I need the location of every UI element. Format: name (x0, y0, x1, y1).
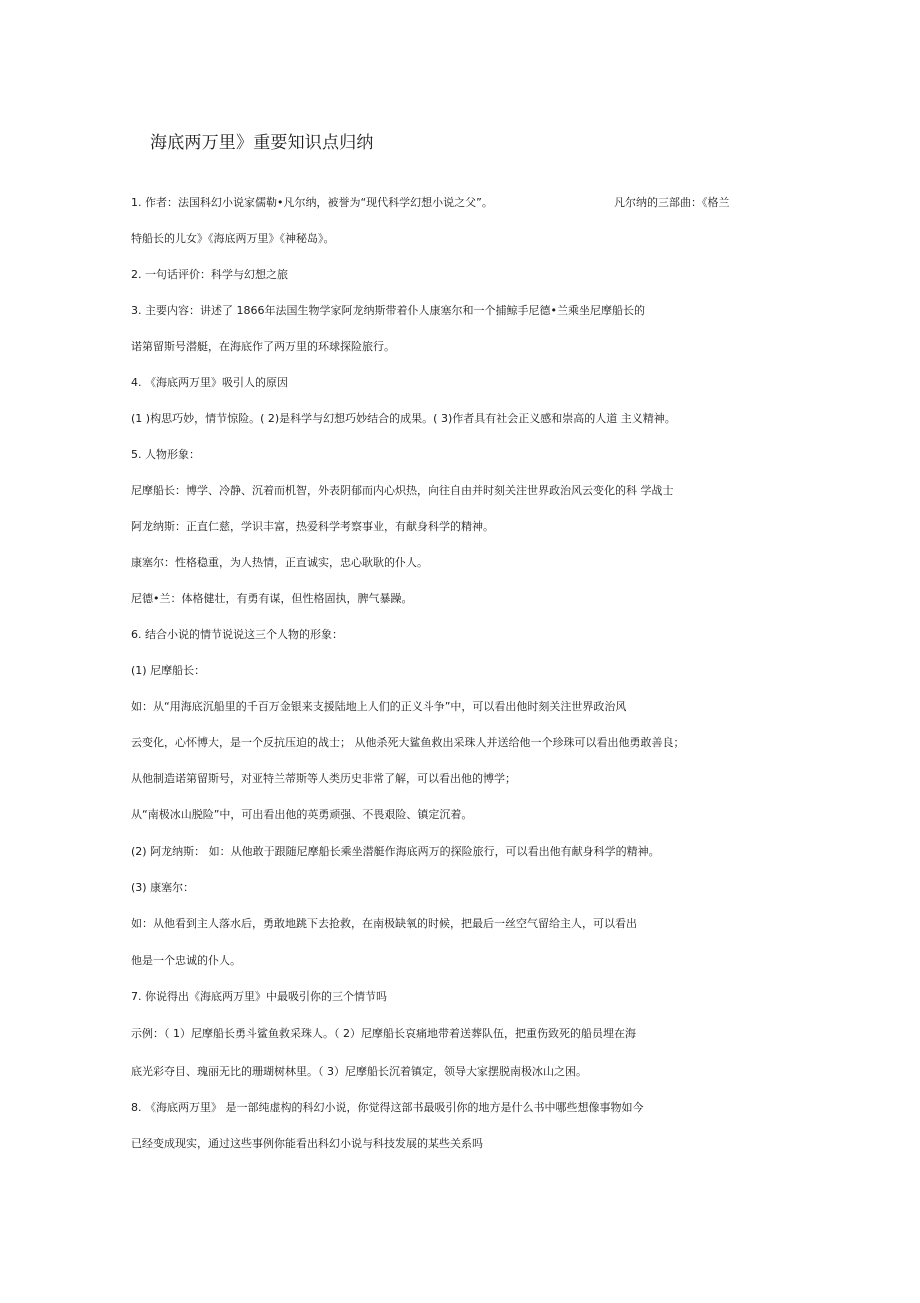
text-line-12: 尼德•兰：体格健壮，有勇有谋，但性格固执，脾气暴躁。 (131, 592, 413, 605)
text-line-14: (1) 尼摩船长： (131, 664, 206, 677)
text-line-24: 示例：（ 1）尼摩船长勇斗鲨鱼救采珠人。（ 2）尼摩船长哀痛地带着送葬队伍，把重伤致死的船员埋在海 (131, 1027, 636, 1040)
text-line-18: 从“南极冰山脱险”中，可出看出他的英勇顽强、不畏艰险、镇定沉着。 (131, 808, 473, 821)
text-line-11: 康塞尔：性格稳重，为人热情，正直诚实，忠心耿耿的仆人。 (131, 556, 428, 569)
text-line-16: 云变化，心怀博大，是一个反抗压迫的战士； 从他杀死大鲨鱼救出采珠人并送给他一个珍珠可以看出他勇敢善良； (131, 736, 685, 749)
text-line-9: 尼摩船长：博学、冷静、沉着而机智，外表阴郁而内心炽热，向往自由并时刻关注世界政治风云变化的科 学战士 (131, 484, 674, 497)
text-line-2: 特船长的儿女》《海底两万里》《神秘岛》。 (131, 232, 335, 245)
document-title: 海底两万里》重要知识点归纳 (150, 133, 374, 153)
text-line-4: 3. 主要内容：讲述了 1866年法国生物学家阿龙纳斯带着仆人康塞尔和一个捕鲸手尼德•兰乘坐尼摩船长的 (131, 304, 645, 317)
text-line-23: 7. 你说得出《海底两万里》中最吸引你的三个情节吗 (131, 990, 387, 1003)
text-line-1-continued: 凡尔纳的三部曲：《格兰 (614, 196, 730, 209)
text-line-5: 诺第留斯号潜艇，在海底作了两万里的环球探险旅行。 (131, 340, 395, 353)
text-line-7: (1 )构思巧妙，情节惊险。( 2)是科学与幻想巧妙结合的成果。( 3)作者具有社会正义感和崇高的人道 主义精神。 (131, 412, 676, 425)
text-line-15: 如：从“用海底沉船里的千百万金银来支援陆地上人们的正义斗争”中，可以看出他时刻关注世界政治风 (131, 700, 627, 713)
text-line-19: (2) 阿龙纳斯： 如：从他敢于跟随尼摩船长乘坐潜艇作海底两万的探险旅行，可以看出他有献身科学的精神。 (131, 845, 660, 858)
text-line-21: 如：从他看到主人落水后，勇敢地跳下去抢救，在南极缺氧的时候，把最后一丝空气留给主人，可以看出 (131, 917, 637, 930)
text-line-6: 4. 《海底两万里》吸引人的原因 (131, 376, 288, 389)
text-line-27: 已经变成现实，通过这些事例你能看出科幻小说与科技发展的某些关系吗 (131, 1137, 483, 1150)
text-line-1: 1. 作者：法国科幻小说家儒勒•凡尔纳，被誉为“现代科学幻想小说之父”。 (131, 196, 493, 209)
text-line-17: 从他制造诺第留斯号，对亚特兰蒂斯等人类历史非常了解，可以看出他的博学； (131, 772, 516, 785)
text-line-3: 2. 一句话评价：科学与幻想之旅 (131, 268, 288, 281)
text-line-26: 8. 《海底两万里》 是一部纯虚构的科幻小说，你觉得这部书最吸引你的地方是什么书中哪些想像事物如今 (131, 1101, 644, 1114)
text-line-13: 6. 结合小说的情节说说这三个人物的形象： (131, 628, 343, 641)
text-line-10: 阿龙纳斯：正直仁慈，学识丰富，热爱科学考察事业，有献身科学的精神。 (131, 520, 494, 533)
text-line-8: 5. 人物形象： (131, 448, 200, 461)
text-line-20: (3) 康塞尔： (131, 881, 195, 894)
text-line-22: 他是一个忠诚的仆人。 (131, 954, 241, 967)
text-line-25: 底光彩夺目、瑰丽无比的珊瑚树林里。（ 3）尼摩船长沉着镇定，领导大家摆脱南极冰山之困。 (131, 1065, 587, 1078)
